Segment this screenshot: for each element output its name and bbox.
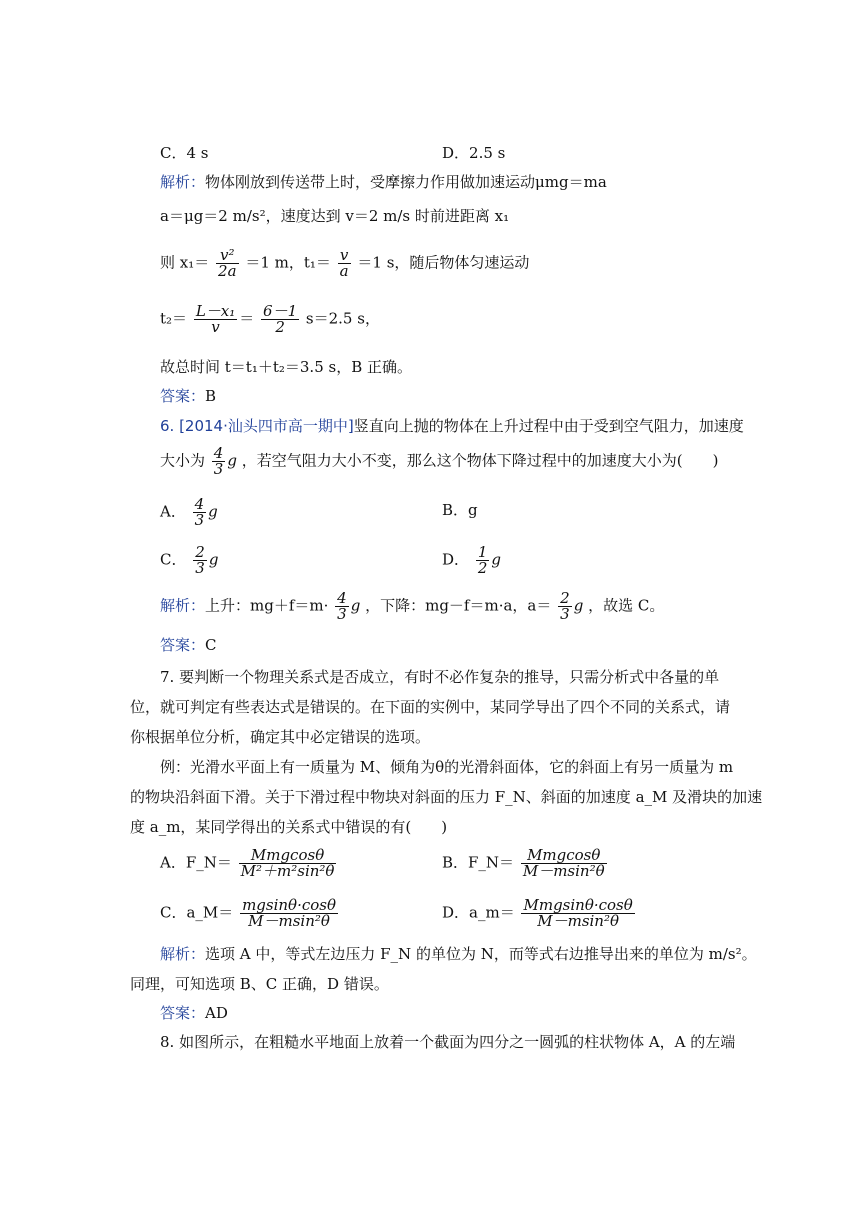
denominator: 3	[213, 460, 224, 478]
fraction	[239, 848, 337, 879]
option-b	[442, 848, 609, 879]
fraction	[521, 898, 634, 929]
text: A．F_N＝	[160, 853, 232, 872]
option-c	[160, 545, 218, 576]
question-7-line: 度 a_m，某同学得出的关系式中错误的有( )	[130, 818, 448, 836]
numerator: 2	[560, 589, 570, 607]
option-d: D．2.5 s	[442, 144, 506, 162]
numerator: 6－1	[263, 302, 298, 320]
numerator: 4	[337, 589, 347, 607]
answer-line	[160, 635, 217, 655]
option-b: B．g	[442, 501, 478, 519]
g-symbol: g	[208, 502, 218, 521]
option-a	[160, 848, 338, 879]
text: ，若空气阻力大小不变，那么这个物体下降过程中的加速度大小为( )	[241, 451, 719, 470]
option-d	[442, 545, 501, 576]
numerator: L－x₁	[195, 302, 236, 320]
text: 上升：mg＋f＝m·	[205, 596, 329, 615]
option-c	[160, 898, 340, 929]
analysis-line: a＝μg＝2 m/s²，速度达到 v＝2 m/s 时前进距离 x₁	[160, 207, 510, 225]
fraction	[212, 446, 226, 477]
answer-value: C	[205, 636, 217, 654]
g-symbol: g	[350, 596, 361, 615]
answer-label: 答案：	[160, 636, 206, 654]
question-7-line: 例：光滑水平面上有一质量为 M、倾角为θ的光滑斜面体，它的斜面上有另一质量为 m	[160, 758, 734, 776]
text: ，故选 C。	[588, 596, 665, 615]
option-d	[442, 898, 637, 929]
fraction	[216, 248, 239, 279]
text: 大小为	[160, 451, 206, 470]
text: D．	[442, 550, 470, 569]
option-a	[160, 497, 218, 528]
numerator: v	[338, 248, 351, 264]
analysis-text: 选项 A 中，等式左边压力 F_N 的单位为 N，而等式右边推导出来的单位为 m/s²。	[205, 945, 757, 963]
text: C．a_M＝	[160, 903, 234, 922]
analysis-line: 同理，可知选项 B、C 正确，D 错误。	[130, 975, 389, 993]
question-7-line: 7. 要判断一个物理关系式是否成立，有时不必作复杂的推导，只需分析式中各量的单	[160, 668, 720, 686]
denominator: M－msin²θ	[248, 912, 330, 930]
text: s＝2.5 s，	[305, 309, 380, 328]
analysis-text: 物体刚放到传送带上时，受摩擦力作用做加速运动μmg＝ma	[205, 173, 607, 191]
question-8-line: 8. 如图所示，在粗糙水平地面上放着一个截面为四分之一圆弧的柱状物体 A，A 的左端	[160, 1033, 736, 1051]
fraction	[521, 848, 607, 879]
question-6-line	[160, 416, 744, 436]
answer-label: 答案：	[160, 1004, 206, 1022]
question-7-line: 的物块沿斜面下滑。关于下滑过程中物块对斜面的压力 F_N、斜面的加速度 a_M 及滑块的加速	[130, 788, 763, 806]
denominator: 3	[560, 605, 570, 623]
denominator: 3	[195, 559, 205, 577]
fraction	[194, 304, 237, 335]
g-symbol: g	[227, 451, 237, 470]
fraction	[476, 545, 490, 576]
answer-value: B	[205, 387, 217, 405]
numerator: 1	[477, 543, 488, 561]
denominator: M－msin²θ	[537, 912, 620, 930]
denominator: v	[211, 318, 220, 336]
question-6-line	[160, 446, 718, 477]
numerator: 4	[213, 444, 224, 462]
numerator: mgsinθ·cosθ	[242, 896, 337, 914]
analysis-line	[160, 944, 757, 964]
text: ＝1 m，t₁＝	[245, 253, 331, 272]
denominator: a	[339, 262, 349, 280]
analysis-line	[160, 591, 664, 622]
denominator: 2	[275, 318, 285, 336]
fraction	[338, 248, 351, 279]
text: A．	[160, 502, 186, 521]
analysis-label: 解析：	[160, 945, 206, 963]
g-symbol: g	[491, 550, 501, 569]
text: ，下降：mg－f＝m·a，a＝	[365, 596, 552, 615]
fraction	[193, 545, 207, 576]
denominator: M－msin²θ	[522, 862, 605, 880]
numerator: 2	[195, 543, 205, 561]
analysis-line: t₂＝ $\frac{\text{L－x₁}}{v}$ ＝ $\frac{6-1}{2}$ s＝2.5 s，	[160, 302, 380, 336]
denominator: 2	[477, 559, 488, 577]
text: D．a_m＝	[442, 903, 515, 922]
text: t₂＝	[160, 309, 188, 328]
numerator: Mmgcosθ	[521, 848, 607, 864]
fraction	[240, 898, 338, 929]
denominator: 3	[337, 605, 347, 623]
numerator: Mmgsinθ·cosθ	[523, 896, 633, 914]
text: B．F_N＝	[442, 853, 515, 872]
answer-line	[160, 1003, 228, 1023]
analysis-line	[160, 172, 607, 192]
fraction	[193, 497, 207, 528]
fraction	[261, 304, 299, 335]
g-symbol: g	[573, 596, 584, 615]
text: 则 x₁＝	[160, 253, 210, 272]
denominator: 2a	[218, 262, 237, 280]
question-7-line: 位，就可判定有些表达式是错误的。在下面的实例中，某同学导出了四个不同的关系式，请	[130, 698, 731, 716]
question-stem: 竖直向上抛的物体在上升过程中由于受到空气阻力，加速度	[353, 417, 744, 435]
text: C．	[160, 550, 187, 569]
answer-label: 答案：	[160, 387, 206, 405]
analysis-line: 故总时间 t＝t₁＋t₂＝3.5 s，B 正确。	[160, 358, 412, 376]
answer-line	[160, 386, 216, 406]
fraction	[335, 591, 349, 622]
analysis-line	[160, 248, 529, 279]
question-source: 6. [2014·汕头四市高一期中]	[160, 417, 354, 435]
g-symbol: g	[208, 550, 219, 569]
numerator: v²	[216, 248, 239, 264]
numerator: 4	[194, 495, 205, 513]
numerator: Mmgcosθ	[239, 848, 337, 864]
analysis-label: 解析：	[160, 173, 206, 191]
question-7-line: 你根据单位分析，确定其中必定错误的选项。	[130, 728, 431, 746]
fraction	[558, 591, 572, 622]
answer-value: AD	[205, 1004, 228, 1022]
denominator: M²＋m²sin²θ	[240, 862, 335, 880]
denominator: 3	[194, 511, 205, 529]
option-c: C．4 s	[160, 144, 209, 162]
text: ＝1 s，随后物体匀速运动	[357, 253, 530, 272]
analysis-label: 解析：	[160, 596, 206, 615]
